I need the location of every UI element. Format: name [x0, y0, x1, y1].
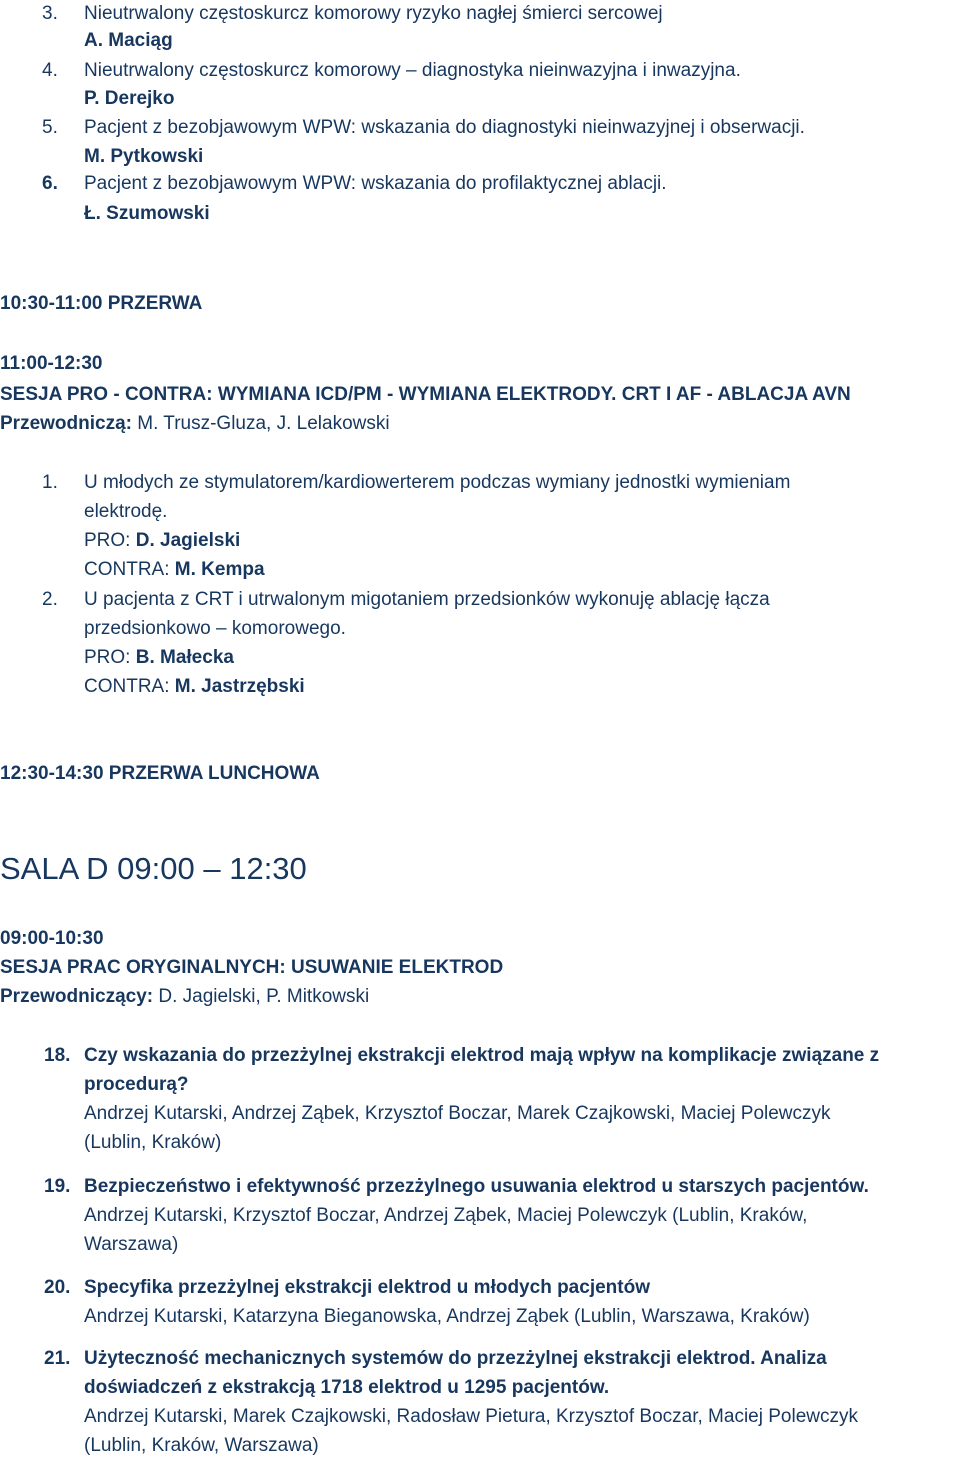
item-number: 5. — [42, 117, 58, 138]
contra-label: CONTRA: — [84, 559, 175, 580]
abstract-authors: Andrzej Kutarski, Marek Czajkowski, Radosław Pietura, Krzysztof Boczar, Maciej Polewczyk — [84, 1406, 858, 1427]
abstract-number: 19. — [44, 1176, 71, 1197]
talk-speaker: Ł. Szumowski — [84, 203, 210, 224]
abstract-authors: Warszawa) — [84, 1234, 179, 1255]
chairs-label: Przewodniczą: — [0, 413, 132, 434]
chairs-names: M. Trusz-Gluza, J. Lelakowski — [131, 413, 390, 434]
contra-name: M. Jastrzębski — [174, 676, 305, 697]
talk-title: Pacjent z bezobjawowym WPW: wskazania do profilaktycznej ablacji. — [84, 173, 667, 194]
item-number: 6. — [42, 173, 58, 194]
talk-title: Pacjent z bezobjawowym WPW: wskazania do diagnostyki nieinwazyjnej i obserwacji. — [84, 117, 805, 138]
pro-speaker — [84, 527, 240, 555]
abstract-title: Czy wskazania do przezżylnej ekstrakcji elektrod mają wpływ na komplikacje związane z — [84, 1045, 880, 1066]
room-heading: SALA D 09:00 – 12:30 — [0, 851, 307, 886]
abstract-title: Specyfika przezżylnej ekstrakcji elektrod u młodych pacjentów — [84, 1277, 650, 1298]
abstract-title: Bezpieczeństwo i efektywność przezżylnego usuwania elektrod u starszych pacjentów. — [84, 1176, 869, 1197]
item-number: 1. — [42, 472, 58, 493]
chairs-label: Przewodniczący: — [0, 986, 154, 1007]
abstract-number: 18. — [44, 1045, 71, 1066]
item-number: 2. — [42, 589, 58, 610]
session-time: 11:00-12:30 — [0, 353, 103, 374]
item-number: 4. — [42, 60, 58, 81]
topic-line: elektrodę. — [84, 501, 168, 522]
contra-name: M. Kempa — [174, 559, 265, 580]
contra-label: CONTRA: — [84, 676, 175, 697]
abstract-authors: (Lublin, Kraków) — [84, 1132, 222, 1153]
pro-name: B. Małecka — [135, 647, 234, 668]
topic-line: przedsionkowo – komorowego. — [84, 618, 346, 639]
abstract-authors: Andrzej Kutarski, Katarzyna Bieganowska, Andrzej Ząbek (Lublin, Warszawa, Kraków) — [84, 1306, 810, 1327]
contra-speaker — [84, 673, 305, 701]
break-heading: 10:30-11:00 PRZERWA — [0, 293, 203, 314]
topic-line: U młodych ze stymulatorem/kardiowerterem podczas wymiany jednostki wymieniam — [84, 472, 791, 493]
talk-title: Nieutrwalony częstoskurcz komorowy ryzyko nagłej śmierci sercowej — [84, 3, 663, 24]
talk-speaker: P. Derejko — [84, 88, 175, 109]
pro-speaker — [84, 644, 234, 672]
abstract-title: procedurą? — [84, 1074, 189, 1095]
abstract-title: Użyteczność mechanicznych systemów do przezżylnej ekstrakcji elektrod. Analiza — [84, 1348, 827, 1369]
talk-speaker: M. Pytkowski — [84, 146, 204, 167]
session-title: SESJA PRO - CONTRA: WYMIANA ICD/PM - WYMIANA ELEKTRODY. CRT I AF - ABLACJA AVN — [0, 384, 851, 405]
topic-line: U pacjenta z CRT i utrwalonym migotaniem przedsionków wykonuję ablację łącza — [84, 589, 770, 610]
abstract-authors: (Lublin, Kraków, Warszawa) — [84, 1435, 319, 1456]
pro-name: D. Jagielski — [135, 530, 241, 551]
abstract-number: 20. — [44, 1277, 71, 1298]
pro-label: PRO: — [84, 530, 136, 551]
item-number: 3. — [42, 3, 58, 24]
session-title: SESJA PRAC ORYGINALNYCH: USUWANIE ELEKTROD — [0, 957, 504, 978]
session-chairs — [0, 410, 390, 438]
session-chairs — [0, 983, 369, 1011]
pro-label: PRO: — [84, 647, 136, 668]
abstract-authors: Andrzej Kutarski, Andrzej Ząbek, Krzysztof Boczar, Marek Czajkowski, Maciej Polewczyk — [84, 1103, 831, 1124]
abstract-title: doświadczeń z ekstrakcją 1718 elektrod u 1295 pacjentów. — [84, 1377, 610, 1398]
talk-speaker: A. Maciąg — [84, 30, 173, 51]
chairs-names: D. Jagielski, P. Mitkowski — [153, 986, 370, 1007]
lunch-heading: 12:30-14:30 PRZERWA LUNCHOWA — [0, 763, 320, 784]
session-time: 09:00-10:30 — [0, 928, 104, 949]
contra-speaker — [84, 556, 265, 584]
talk-title: Nieutrwalony częstoskurcz komorowy – diagnostyka nieinwazyjna i inwazyjna. — [84, 60, 741, 81]
abstract-authors: Andrzej Kutarski, Krzysztof Boczar, Andrzej Ząbek, Maciej Polewczyk (Lublin, Kraków, — [84, 1205, 808, 1226]
abstract-number: 21. — [44, 1348, 71, 1369]
